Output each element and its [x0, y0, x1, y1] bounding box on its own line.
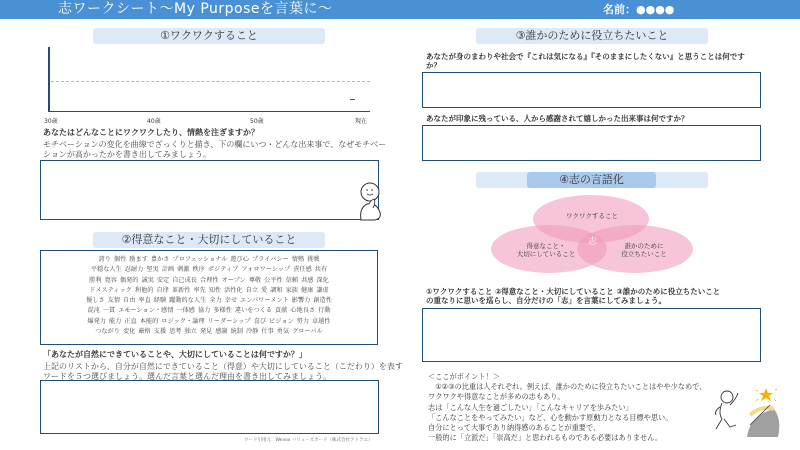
value-word: プロフェッショナル	[172, 256, 228, 263]
value-word: 計画	[161, 266, 175, 274]
value-word: 変化	[122, 328, 136, 336]
venn-center-label: 志	[588, 237, 598, 247]
value-word: 一貫	[102, 307, 116, 315]
value-word: 調和	[270, 286, 283, 294]
page-title: 志ワークシート〜My Purposeを言葉に〜	[58, 1, 333, 17]
value-word: 活性化	[224, 286, 243, 294]
minus-mark	[350, 99, 355, 100]
value-word: エモーション・感情	[118, 307, 174, 315]
value-word: 個性	[113, 256, 127, 263]
value-word: 友情	[107, 297, 121, 305]
value-word: 平穏な人生	[90, 266, 122, 274]
value-word: 支援	[153, 328, 167, 336]
value-word: 公平性	[264, 276, 283, 284]
value-word: 行動	[318, 307, 331, 315]
value-word: 卓越性	[312, 317, 331, 325]
section1-instruction-2: ションが高かったかを書き出してみましょう。	[43, 149, 211, 159]
section3-question1-line2: か？	[426, 61, 441, 70]
section4-title: ④志の言語化	[527, 172, 656, 188]
value-word: 貢献	[275, 307, 288, 315]
values-row	[41, 327, 377, 337]
section1-answer-box[interactable]	[40, 160, 379, 220]
value-word: 秩序	[192, 266, 205, 274]
value-word: 爆発力	[87, 317, 106, 325]
value-word: 合理性	[199, 276, 219, 284]
value-word: 優しさ	[86, 297, 105, 305]
points-line: 「こんなことをやってみたい」など、心を動かす原動力となる目標や思い。	[428, 412, 673, 422]
values-row	[41, 265, 377, 275]
value-word: 情熱	[291, 256, 305, 263]
value-word: 誠実	[141, 276, 154, 284]
values-row	[41, 276, 377, 286]
value-word: 自己成長	[172, 276, 197, 284]
venn-label-right-1: 誰かのために	[624, 242, 664, 250]
value-word: 豊かさ	[150, 256, 170, 263]
name-label: 名前：●●●●	[603, 3, 675, 16]
value-word: 仕事	[261, 328, 274, 336]
value-word: 利他的	[134, 286, 154, 294]
value-word: グローバル	[292, 328, 323, 336]
values-row	[41, 317, 377, 327]
value-word: 率先	[193, 286, 206, 294]
value-word: 違いをつくる	[234, 307, 273, 315]
value-word: 共有	[314, 266, 328, 274]
value-word: 思考	[169, 328, 182, 336]
value-word: プライバシー	[251, 256, 289, 263]
value-word: つながり	[95, 328, 120, 336]
value-word: 混沌	[87, 307, 100, 315]
value-word: 挑戦	[307, 256, 320, 263]
value-word: 深化	[316, 276, 329, 284]
value-word: 厳格	[138, 328, 151, 336]
value-word: 躍動的な人生	[169, 297, 207, 305]
section3-title: ③誰かのために役立ちたいこと	[476, 28, 708, 44]
section2-question: 「あなたが自然にできていることや、大切にしていることは何ですか？」	[43, 350, 307, 359]
venn-label-top: ワクワクすること	[566, 212, 618, 220]
value-word: 信頼	[285, 276, 299, 284]
value-word: 勇気	[276, 328, 290, 336]
value-word: 刺激	[177, 266, 190, 274]
header-bar	[0, 0, 800, 19]
value-word: 自由	[123, 297, 136, 305]
value-word: 能力	[108, 317, 122, 325]
value-word: 経験	[153, 297, 167, 305]
values-row	[41, 306, 377, 316]
section4-answer-box[interactable]	[422, 308, 761, 362]
venn-label-right-2: 役立ちたいこと	[621, 250, 667, 258]
section2-instruction-2: ワードを５つ選びましょう。選んだ言葉と選んだ理由を書き出してみましょう。	[43, 371, 331, 381]
values-row	[41, 255, 377, 265]
value-word: 偶発的	[119, 276, 139, 284]
values-row	[41, 286, 377, 296]
values-word-list	[40, 250, 378, 345]
section1-question: あなたはどんなことにワクワクしたり、情熱を注ぎますか？	[43, 128, 259, 137]
value-word: 遊び心	[230, 256, 249, 263]
value-word: ポジティブ	[207, 266, 239, 274]
motivation-chart[interactable]	[48, 47, 370, 112]
points-line: ①②③の比重は人それぞれ。例えば、誰かのために役立ちたいことはやや少なめで、	[428, 382, 707, 392]
section3-answer1-box[interactable]	[422, 72, 761, 108]
value-word: 本能的	[139, 317, 159, 325]
value-word: 勝利	[89, 276, 102, 284]
value-word: 統制	[230, 328, 243, 336]
section3-question1-line1: あなたが身のまわりや社会で『これは気になる』『そのままにしたくない』と思うことは何です	[426, 52, 745, 61]
value-word: 健康	[301, 286, 314, 294]
value-word: 愛	[261, 286, 268, 294]
value-word: エンパワーメント	[240, 297, 289, 305]
venn-label-left-1: 得意なこと・	[526, 242, 566, 250]
value-word: 革新性	[171, 286, 191, 294]
value-word: 協力	[197, 307, 211, 315]
value-word: 冷静	[245, 328, 259, 336]
section4-instruction-1: ①ワクワクすること ②得意なこと・大切にしていること ③誰かのために役立ちたいこと	[426, 287, 721, 296]
value-word: 発見	[199, 328, 213, 336]
points-line: 一般的に「立派だ」「崇高だ」と思われるものである必要はありません。	[428, 433, 663, 443]
value-word: ドメスティック	[89, 286, 132, 294]
value-word: 一体感	[176, 307, 195, 315]
value-word: ビジョン	[269, 317, 294, 325]
points-line: 自分にとって大事であり納得感のあることが重要で、	[428, 423, 601, 433]
value-word: 知性	[208, 286, 222, 294]
value-word: オープン	[221, 276, 246, 284]
value-word: ロジック・論理	[161, 317, 205, 325]
tick-40: 40歳	[147, 118, 161, 125]
value-word: 責任感	[293, 266, 312, 274]
key-points	[428, 372, 706, 443]
value-word: 影響力	[291, 297, 311, 305]
points-heading: ＜ここがポイント！＞	[428, 372, 500, 381]
section2-title: ②得意なこと・大切にしていること	[93, 232, 325, 248]
value-word: 幸せ	[224, 297, 238, 305]
points-line: 志は「こんな人生を過ごしたい」「こんなキャリアを歩みたい」	[428, 402, 633, 412]
tick-now: 現在	[355, 118, 368, 125]
value-word: 堅実	[146, 266, 159, 274]
value-word: リーダーシップ	[207, 317, 251, 325]
value-word: 努力	[296, 317, 310, 325]
word-source-credit: ワード引用元：Wevox バリューズカード（株式会社アトラエ）	[244, 438, 373, 443]
section2-answer-box[interactable]	[40, 380, 379, 434]
value-word: 尊敬	[248, 276, 262, 284]
points-line: ワクワクや得意なことが多めの志もあり。	[428, 392, 565, 402]
values-row	[41, 296, 377, 306]
value-word: 全力	[209, 297, 222, 305]
value-word: 正直	[124, 317, 137, 325]
value-word: 謙虚	[316, 286, 329, 294]
purpose-venn-diagram	[485, 192, 705, 282]
section2-instruction-1: 上記のリストから、自分が自然にできていること（得意）や大切にしていること（こだわり）を表す	[43, 362, 403, 371]
value-word: 喜び	[253, 317, 267, 325]
section1-title: ①ワクワクすること	[93, 28, 325, 44]
section3-answer2-box[interactable]	[422, 125, 761, 161]
value-word: 創造性	[313, 297, 332, 305]
value-word: 共感	[301, 276, 314, 284]
value-word: フォロワーシップ	[241, 266, 291, 274]
venn-label-left-2: 大切にしていること	[516, 250, 576, 258]
value-word: 多様性	[213, 307, 232, 315]
value-word: 率直	[138, 297, 151, 305]
tick-50: 50歳	[250, 118, 264, 125]
value-word: 励ます	[129, 256, 148, 263]
section1-instruction-1: モチベーションの変化を曲線でざっくりと描き、下の欄にいつ・どんな出来事で、なぜモチベー	[43, 140, 387, 149]
value-word: 誇り	[98, 256, 111, 263]
chart-baseline	[51, 81, 370, 82]
climbing-person-star-icon	[712, 385, 782, 440]
chart-y-axis	[48, 47, 50, 112]
value-word: 独立	[184, 328, 197, 336]
value-word: 自律	[156, 286, 169, 294]
value-word: 寛容	[104, 276, 117, 284]
thinking-person-icon	[355, 180, 385, 225]
value-word: 心地良さ	[290, 307, 316, 315]
value-word: 感謝	[215, 328, 228, 336]
tick-30: 30歳	[44, 118, 58, 125]
value-word: 安定	[156, 276, 170, 284]
chart-x-axis	[48, 111, 370, 113]
value-word: 家族	[285, 286, 298, 294]
section4-instruction-2: の重なりに思いを巡らし、自分だけの「志」を言葉にしてみましょう。	[426, 296, 666, 305]
value-word: 自立	[245, 286, 259, 294]
value-word: 忍耐力	[124, 266, 144, 274]
section3-question2: あなたが印象に残っている、人から感謝されて嬉しかった出来事は何ですか？	[426, 114, 689, 123]
